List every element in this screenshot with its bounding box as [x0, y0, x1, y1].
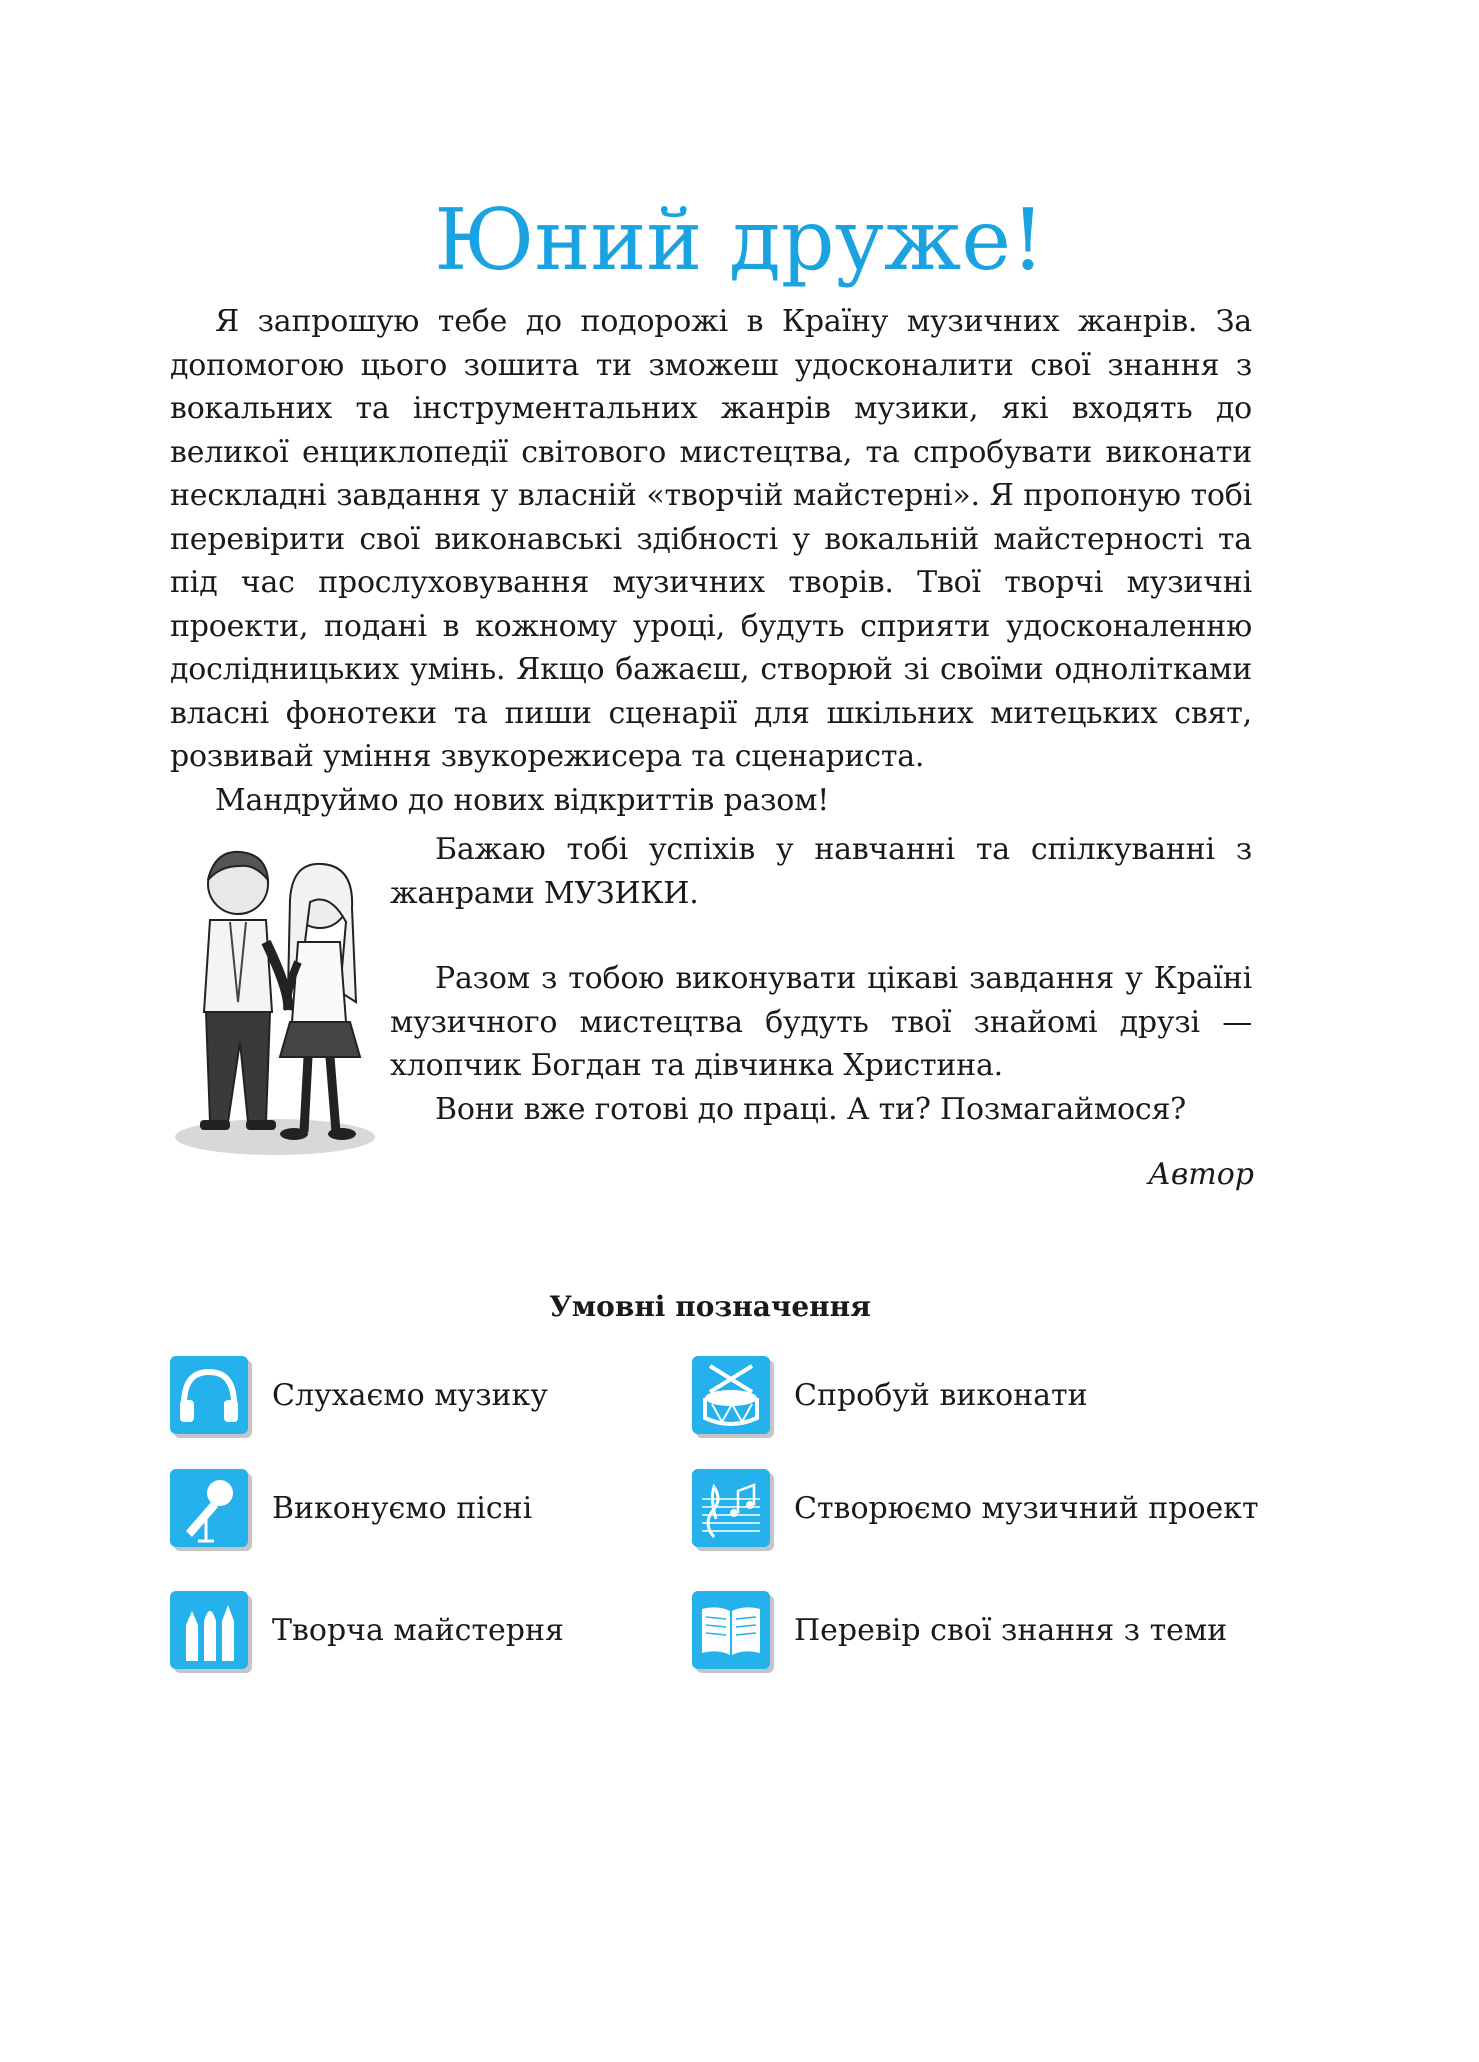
legend-label: Виконуємо пісні	[272, 1490, 533, 1526]
book-icon	[692, 1591, 770, 1669]
travel-line: Мандруймо до нових відкриттів разом!	[215, 782, 830, 818]
music-notes-icon	[692, 1469, 770, 1547]
side-text	[390, 828, 1252, 1131]
legend-item-listen	[170, 1355, 548, 1435]
legend-title: Умовні позначення	[549, 1290, 871, 1323]
page-title: Юний друже!	[434, 191, 1045, 289]
brushes-pens-icon	[170, 1591, 248, 1669]
legend-item-check	[692, 1590, 1227, 1670]
friends-paragraph: Разом з тобою виконувати цікаві завдання у Країні музичного мистецтва будуть твої знайомі друзі — хлопчик Богдан та дівчинка Христина.	[390, 961, 1252, 1083]
legend-label: Творча майстерня	[272, 1612, 564, 1648]
legend-item-sing	[170, 1468, 532, 1548]
legend-item-workshop	[170, 1590, 564, 1670]
drum-icon	[692, 1356, 770, 1434]
wish-paragraph: Бажаю тобі успіхів у навчанні та спілкуванні з жанрами МУЗИКИ.	[390, 832, 1252, 911]
ready-paragraph: Вони вже готові до праці. А ти? Позмагаймося?	[435, 1091, 1187, 1127]
legend-item-try	[692, 1355, 1088, 1435]
legend-label: Перевір свої знання з теми	[794, 1612, 1228, 1648]
microphone-icon	[170, 1469, 248, 1547]
author-signature: Автор	[1148, 1157, 1254, 1192]
legend-label: Спробуй виконати	[794, 1377, 1088, 1413]
headphones-icon	[170, 1356, 248, 1434]
legend-label: Слухаємо музику	[272, 1377, 548, 1413]
legend-item-project	[692, 1468, 1259, 1548]
legend-label: Створюємо музичний проект	[794, 1490, 1259, 1526]
intro-paragraph: Я запрошую тебе до подорожі в Країну музичних жанрів. За допомогою цього зошита ти зможеш удосконалити свої знання з вокальних та інструментальних жанрів музики, які входять до великої енциклопедії світового мистецтва, та спробувати виконати нескладні завдання у власній «творчій майстерні». Я пропоную тобі перевірити свої виконавські здібності у вокальній майстерності та під час прослуховування музичних творів. Твої творчі музичні проекти, подані в кожному уроці, будуть сприяти удосконаленню дослідницьких умінь. Якщо бажаєш, створюй зі своїми однолітками власні фонотеки та пиши сценарії для шкільних митецьких свят, розвивай уміння звукорежисера та сценариста.	[170, 304, 1252, 774]
intro-text	[170, 300, 1252, 822]
children-illustration	[170, 842, 380, 1157]
